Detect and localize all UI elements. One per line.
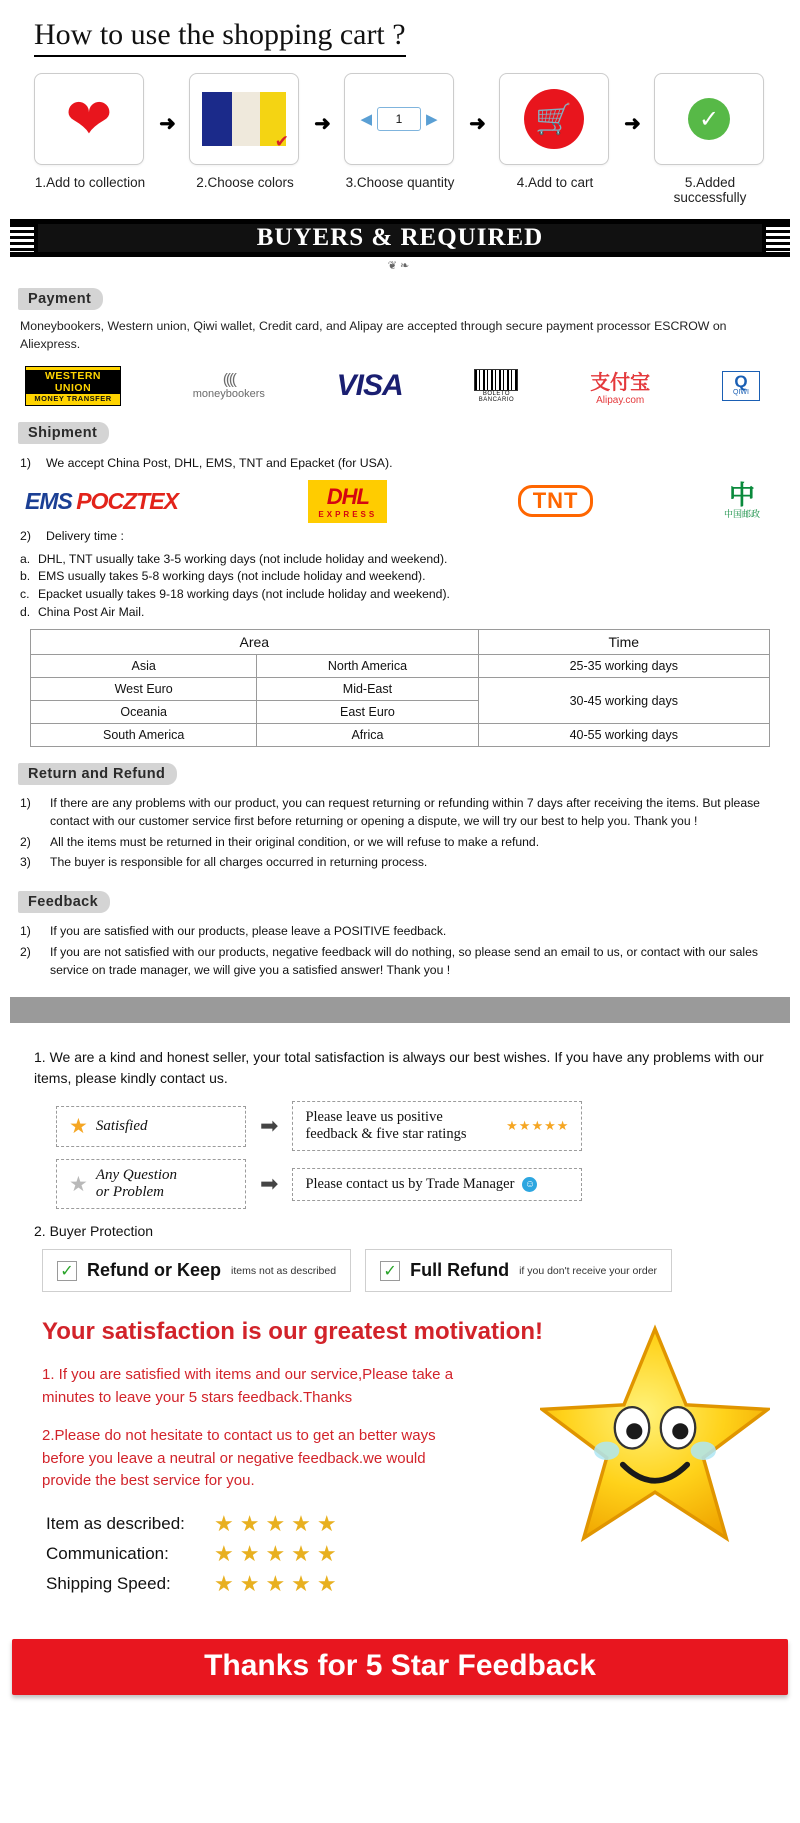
trade-manager-text: Please contact us by Trade Manager (305, 1175, 515, 1192)
rating-row (46, 1571, 766, 1597)
color-swatch-icon (202, 92, 289, 151)
cell-area-a: West Euro (31, 678, 257, 701)
table-row (31, 678, 770, 701)
list-text: If you are satisfied with our products, please leave a POSITIVE feedback. (50, 924, 447, 939)
qiwi-logo (722, 371, 760, 401)
step-add-to-collection (34, 73, 146, 190)
pocztex-logo: POCZTEX (76, 487, 178, 514)
five-stars-icon: ★★★★★ (506, 1118, 570, 1134)
step-box (344, 73, 454, 165)
list-text: We accept China Post, DHL, EMS, TNT and Epacket (for USA). (46, 455, 393, 470)
check-icon: ✓ (380, 1261, 400, 1281)
step-label: 1.Add to collection (34, 175, 146, 190)
list-text: All the items must be returned in their original condition, or we will refuse to make a refund. (50, 834, 540, 849)
cell-time: 30-45 working days (478, 678, 769, 724)
list-text: If there are any problems with our product, you can request returning or refunding within 7 days after receiving the items. But please contact with our customer service first before returning or opening a dispute, we will try our best to help you. Thank you ! (50, 796, 760, 829)
heart-icon: ❤ (65, 87, 113, 150)
question-label-line1: Any Question (95, 1167, 178, 1184)
list-number: 1) (20, 924, 31, 939)
step-box (654, 73, 764, 165)
list-number: 1) (20, 796, 31, 811)
list-number: 3) (20, 855, 31, 870)
arrow-icon: ➡ (260, 1171, 279, 1197)
section-divider (10, 997, 790, 1023)
rating-stars-icon: ★★★★★ (214, 1540, 343, 1566)
table-header-area: Area (31, 630, 479, 655)
china-post-logo (723, 479, 760, 520)
check-icon: ✔ (274, 132, 289, 151)
item-key: b. (20, 569, 31, 584)
shipment-logos (25, 480, 760, 523)
chevron-left-icon: ◀ (360, 111, 372, 128)
page-title: How to use the shopping cart ? (34, 18, 406, 57)
flow-row-satisfied (56, 1101, 766, 1151)
step-choose-quantity (344, 73, 456, 190)
arrow-icon: ➜ (469, 113, 486, 135)
step-box (189, 73, 299, 165)
list-text: If you are not satisfied with our products, negative feedback will do nothing, so please send an email to us, or contact with our sales service on trade manager, we will give you a satisfied answer! Thank you ! (50, 944, 758, 977)
feedback-list (20, 923, 780, 979)
check-icon: ✓ (57, 1261, 77, 1281)
arcs-icon: (((( (222, 371, 235, 389)
list-number: 1) (20, 455, 31, 470)
refund-or-keep-box (42, 1249, 351, 1292)
cell-area-a: South America (31, 724, 257, 747)
tnt-logo: TNT (518, 485, 594, 517)
feedback-section (0, 875, 800, 979)
step-label: 5.Added successfully (673, 175, 747, 205)
ems-pocztex-logo (25, 488, 178, 515)
boleto-logo (474, 369, 518, 403)
howto-steps (34, 73, 766, 205)
satisfied-box (56, 1106, 246, 1147)
step-box (34, 73, 144, 165)
shipment-line-2 (20, 529, 780, 543)
flourish-ornament: ❦❧ (387, 260, 413, 272)
step-label: 3.Choose quantity (345, 175, 455, 190)
cell-area-b: Africa (257, 724, 478, 747)
rating-label: Item as described: (46, 1513, 185, 1533)
list-number: 2) (20, 834, 31, 849)
quantity-stepper-icon (360, 107, 437, 131)
full-refund-box (365, 1249, 672, 1292)
buyer-protection-title: 2. Buyer Protection (34, 1223, 154, 1240)
item-text: EMS usually takes 5-8 working days (not include holiday and weekend). (38, 569, 426, 584)
flow-row-question (56, 1159, 766, 1209)
step-label: 4.Add to cart (516, 175, 594, 190)
item-text: China Post Air Mail. (38, 604, 145, 619)
moneybookers-logo (193, 371, 265, 400)
dhl-name: DHL (326, 483, 369, 509)
list-number: 2) (20, 528, 31, 543)
step-choose-colors (189, 73, 301, 190)
feedback-heading: Feedback (18, 891, 110, 913)
dhl-sub: EXPRESS (318, 509, 378, 519)
wu-line1: WESTERN (45, 369, 101, 382)
buyer-protection-boxes (42, 1249, 766, 1292)
banner-title: BUYERS & REQUIRED (256, 224, 544, 251)
table-header-time: Time (478, 630, 769, 655)
seller-intro: 1. We are a kind and honest seller, your total satisfaction is always our best wishes. If you have any problems with our items, please kindly contact us. (34, 1049, 764, 1087)
item-key: c. (20, 587, 30, 602)
shipment-heading: Shipment (18, 422, 109, 444)
shipment-section (0, 406, 800, 748)
satisfaction-heading: Your satisfaction is our greatest motivation! (42, 1318, 543, 1346)
western-union-logo (25, 366, 121, 406)
trade-manager-icon: ☺ (522, 1177, 537, 1192)
question-label-line2: or Problem (95, 1184, 165, 1201)
item-text: Epacket usually takes 9-18 working days (not include holiday and weekend). (38, 587, 450, 602)
rating-stars-icon: ★★★★★ (214, 1570, 343, 1596)
cell-area-b: East Euro (257, 701, 478, 724)
satisfaction-paragraph-2: 2.Please do not hesitate to contact us to get an better ways before you leave a neutral or negative feedback.we would provide the best service for you. (42, 1427, 436, 1490)
china-post-name: 中国邮政 (723, 508, 760, 519)
table-row (31, 724, 770, 747)
cell-area-b: North America (257, 655, 478, 678)
qiwi-name: QIWI (732, 389, 749, 397)
payment-heading: Payment (18, 288, 103, 310)
cell-time: 40-55 working days (478, 724, 769, 747)
step-add-to-cart (499, 73, 611, 190)
moneybookers-name: moneybookers (192, 388, 265, 401)
step-added-successfully (654, 73, 766, 205)
cell-time: 25-35 working days (478, 655, 769, 678)
payment-text: Moneybookers, Western union, Qiwi wallet, Credit card, and Alipay are accepted through secure payment processor ESCROW on Aliexpress. (20, 319, 727, 351)
wu-line2: UNION (54, 381, 92, 394)
arrow-icon: ➡ (260, 1113, 279, 1139)
payment-section (0, 272, 800, 406)
satisfied-label: Satisfied (95, 1117, 148, 1134)
rating-label: Shipping Speed: (46, 1573, 171, 1593)
visa-logo: VISA (336, 368, 403, 402)
smiling-star-icon (540, 1322, 770, 1552)
list-number: 2) (20, 944, 31, 959)
qiwi-q: Q (734, 372, 748, 392)
ems-logo: EMS (25, 487, 72, 514)
return-refund-section (0, 747, 800, 872)
alipay-cn: 支付宝 (590, 371, 651, 394)
item-text: DHL, TNT usually take 3-5 working days (not include holiday and weekend). (38, 551, 448, 566)
cell-area-a: Asia (31, 655, 257, 678)
step-label: 2.Choose colors (196, 175, 294, 190)
boleto-name: BOLETO (482, 390, 511, 397)
grey-star-icon: ★ (69, 1172, 88, 1196)
refund-or-keep-label: Refund or Keep (87, 1260, 222, 1281)
step-box (499, 73, 609, 165)
return-list (20, 795, 780, 872)
payment-logos (25, 366, 760, 406)
dhl-logo (308, 480, 387, 523)
satisfaction-section (0, 1292, 800, 1597)
table-header-row (31, 630, 770, 655)
alipay-logo (590, 366, 650, 406)
buyers-required-banner (10, 219, 790, 257)
boleto-sub: BANCARIO (478, 396, 515, 403)
feedback-flow (56, 1101, 766, 1209)
cell-area-b: Mid-East (257, 678, 478, 701)
list-text: The buyer is responsible for all charges occurred in returning process. (50, 855, 428, 870)
item-key: d. (20, 604, 31, 619)
return-heading: Return and Refund (18, 763, 177, 785)
full-refund-sub: if you don't receive your order (519, 1264, 658, 1277)
check-circle-icon: ✓ (688, 98, 730, 140)
barcode-icon (474, 369, 518, 391)
rating-stars-icon: ★★★★★ (214, 1510, 343, 1536)
chevron-right-icon: ▶ (426, 111, 438, 128)
positive-feedback-box (292, 1101, 582, 1151)
shipping-time-table (30, 629, 770, 747)
china-post-mark: 中 (728, 479, 755, 510)
gold-star-icon: ★ (69, 1114, 88, 1138)
item-key: a. (20, 551, 31, 566)
positive-feedback-text: Please leave us positive feedback & five star ratings (305, 1109, 467, 1143)
howto-section (0, 0, 800, 205)
quantity-value: 1 (377, 107, 421, 131)
trade-manager-box (292, 1168, 582, 1201)
full-refund-label: Full Refund (410, 1260, 510, 1281)
list-text: Delivery time : (46, 528, 124, 543)
delivery-times (20, 551, 780, 622)
refund-or-keep-sub: items not as described (231, 1264, 337, 1277)
arrow-icon: ➜ (314, 113, 331, 135)
satisfaction-paragraph-1: 1. If you are satisfied with items and our service,Please take a minutes to leave your 5 stars feedback.Thanks (42, 1366, 454, 1406)
seller-section (0, 1023, 800, 1292)
thanks-banner: Thanks for 5 Star Feedback (12, 1639, 788, 1695)
alipay-en: Alipay.com (596, 394, 645, 406)
cell-area-a: Oceania (31, 701, 257, 724)
arrow-icon: ➜ (159, 113, 176, 135)
arrow-icon: ➜ (624, 113, 641, 135)
shipment-line-1 (20, 456, 780, 470)
question-label (96, 1167, 177, 1201)
table-row (31, 655, 770, 678)
rating-label: Communication: (46, 1543, 169, 1563)
question-box (56, 1159, 246, 1209)
wu-sub: MONEY TRANSFER (34, 393, 112, 403)
shopping-cart-icon: 🛒 (524, 89, 584, 149)
